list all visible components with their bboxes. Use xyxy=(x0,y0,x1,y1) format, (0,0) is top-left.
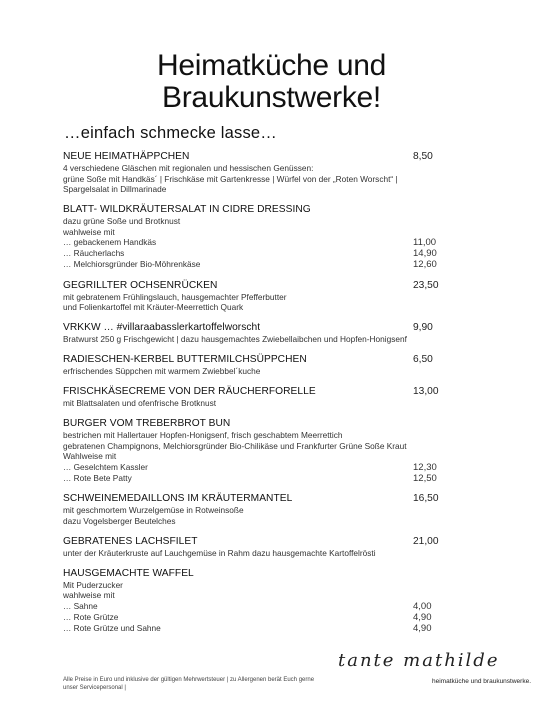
menu-item-header xyxy=(63,321,443,334)
menu-item-name: GEBRATENES LACHSFILET xyxy=(63,535,198,547)
menu-item-description: mit gebratenem Frühlingslauch, hausgemachter Pfefferbutter xyxy=(63,291,287,302)
menu-item-header xyxy=(63,353,443,366)
option-price: 4,90 xyxy=(413,611,432,623)
menu-item xyxy=(63,535,443,559)
logo-script: tante mathilde xyxy=(338,650,500,671)
menu-item-option xyxy=(63,248,443,259)
menu-item-option xyxy=(63,259,443,270)
menu-item-description: unter der Kräuterkruste auf Lauchgemüse in Rahm dazu hausgemachte Kartoffelrösti xyxy=(63,547,376,558)
menu-item-price: 9,90 xyxy=(413,322,433,333)
menu-item-description: Spargelsalat in Dillmarinade xyxy=(63,184,167,194)
title-line-2: Braukunstwerke! xyxy=(162,81,381,114)
menu-item xyxy=(63,150,443,195)
menu-item-header xyxy=(63,385,443,398)
menu-item-description: bestrichen mit Hallertauer Hopfen-Honigsenf, frisch geschabtem Meerrettich xyxy=(63,430,343,440)
menu-item-name: RADIESCHEN-KERBEL BUTTERMILCHSÜPPCHEN xyxy=(63,354,307,365)
option-label: … Sahne xyxy=(63,600,98,611)
menu-item-option xyxy=(63,601,443,612)
title-line-1: Heimatküche und xyxy=(157,49,386,82)
menu-item-name: SCHWEINEMEDAILLONS IM KRÄUTERMANTEL xyxy=(63,493,293,504)
menu-item-description: mit Blattsalaten und ofenfrische Brotknust xyxy=(63,398,217,408)
menu-item-header xyxy=(63,417,443,430)
menu-item-option xyxy=(63,473,443,484)
option-label: … Geselchtem Kassler xyxy=(63,461,148,472)
option-price: 12,30 xyxy=(413,461,437,473)
menu-item-description: Mit Puderzucker xyxy=(63,579,123,590)
menu-item-description: Bratwurst 250 g Frischgewicht | dazu hausgemachtes Zwiebellaibchen und Hopfen-Honigsenf xyxy=(63,334,407,344)
menu-item-option xyxy=(63,237,443,248)
menu-item-option xyxy=(63,623,443,634)
menu-item-price: 8,50 xyxy=(413,151,433,162)
menu-item-name: HAUSGEMACHTE WAFFEL xyxy=(63,567,194,579)
menu-item-name: BURGER VOM TREBERBROT BUN xyxy=(63,418,231,429)
menu-item xyxy=(63,321,443,345)
menu-item-description: 4 verschiedene Gläschen mit regionalen und hessischen Genüssen: xyxy=(63,163,314,173)
footer-note-line-1: Alle Preise in Euro und inklusive der gültigen Mehrwertsteuer | zu Allergenen berät Euch gerne xyxy=(63,677,315,683)
menu-item-description: und Folienkartoffel mit Kräuter-Meerrettich Quark xyxy=(63,302,244,312)
option-price: 14,90 xyxy=(413,248,437,259)
option-price: 12,50 xyxy=(413,472,437,484)
option-price: 11,00 xyxy=(413,237,437,248)
option-label: … Melchiorsgründer Bio-Möhrenkäse xyxy=(63,259,201,269)
menu-item xyxy=(63,203,443,270)
option-price: 12,60 xyxy=(413,259,437,270)
menu-item-description: dazu Vogelsberger Beutelches xyxy=(63,515,176,526)
menu-item xyxy=(63,279,443,313)
menu-item-price: 21,00 xyxy=(413,535,439,547)
option-label: … Räucherlachs xyxy=(63,248,125,258)
menu-item-description: wahlweise mit xyxy=(63,226,115,237)
logo-tagline: heimatküche und braukunstwerke. xyxy=(432,678,532,685)
menu-item-header xyxy=(63,567,443,580)
menu-subtitle: …einfach schmecke lasse… xyxy=(64,124,277,142)
menu-item xyxy=(63,417,443,484)
menu-item-description: erfrischendes Süppchen mit warmem Zwiebbel´kuche xyxy=(63,366,261,376)
menu-item-option xyxy=(63,462,443,473)
menu-list xyxy=(63,150,443,642)
menu-item-header xyxy=(63,492,443,505)
menu-item-description: mit geschmortem Wurzelgemüse in Rotweinsoße xyxy=(63,505,244,515)
menu-item-price: 23,50 xyxy=(413,279,439,291)
menu-title xyxy=(0,50,543,114)
option-label: … Rote Grütze xyxy=(63,611,119,622)
menu-item-name: NEUE HEIMATHÄPPCHEN xyxy=(63,151,190,162)
menu-item-description: gebratenen Champignons, Melchiorsgründer Bio-Chilikäse und Frankfurter Grüne Soße Kraut xyxy=(63,440,407,451)
menu-item-header xyxy=(63,535,443,548)
menu-item-header xyxy=(63,203,443,216)
restaurant-logo xyxy=(336,650,532,690)
option-price: 4,90 xyxy=(413,622,432,634)
option-label: … Rote Grütze und Sahne xyxy=(63,622,161,633)
menu-item-description: dazu grüne Soße und Brotknust xyxy=(63,216,181,226)
menu-item-description: grüne Soße mit Handkäs´ | Frischkäse mit Gartenkresse | Würfel von der „Roten Worscht“ | xyxy=(63,173,398,184)
menu-item-description: wahlweise mit xyxy=(63,590,115,600)
menu-item-header xyxy=(63,279,443,292)
menu-item-description: Wahlweise mit xyxy=(63,451,117,461)
menu-item-name: GEGRILLTER OCHSENRÜCKEN xyxy=(63,279,218,291)
footer-note-line-2: unser Servicepersonal | xyxy=(63,685,126,691)
option-label: … gebackenem Handkäs xyxy=(63,237,157,247)
menu-item xyxy=(63,492,443,526)
menu-item-option xyxy=(63,612,443,623)
footer-note xyxy=(63,676,323,692)
menu-item xyxy=(63,385,443,409)
menu-item-price: 13,00 xyxy=(413,386,439,397)
option-label: … Rote Bete Patty xyxy=(63,472,132,483)
menu-item xyxy=(63,353,443,377)
menu-item-name: VRKKW … #villaraabasslerkartoffelworscht xyxy=(63,322,261,333)
menu-item-name: BLATT- WILDKRÄUTERSALAT IN CIDRE DRESSING xyxy=(63,204,311,215)
menu-item-price: 16,50 xyxy=(413,493,439,504)
option-price: 4,00 xyxy=(413,600,432,612)
menu-item-header xyxy=(63,150,443,163)
menu-item-name: FRISCHKÄSECREME VON DER RÄUCHERFORELLE xyxy=(63,386,316,397)
menu-item xyxy=(63,567,443,634)
menu-item-price: 6,50 xyxy=(413,354,433,365)
